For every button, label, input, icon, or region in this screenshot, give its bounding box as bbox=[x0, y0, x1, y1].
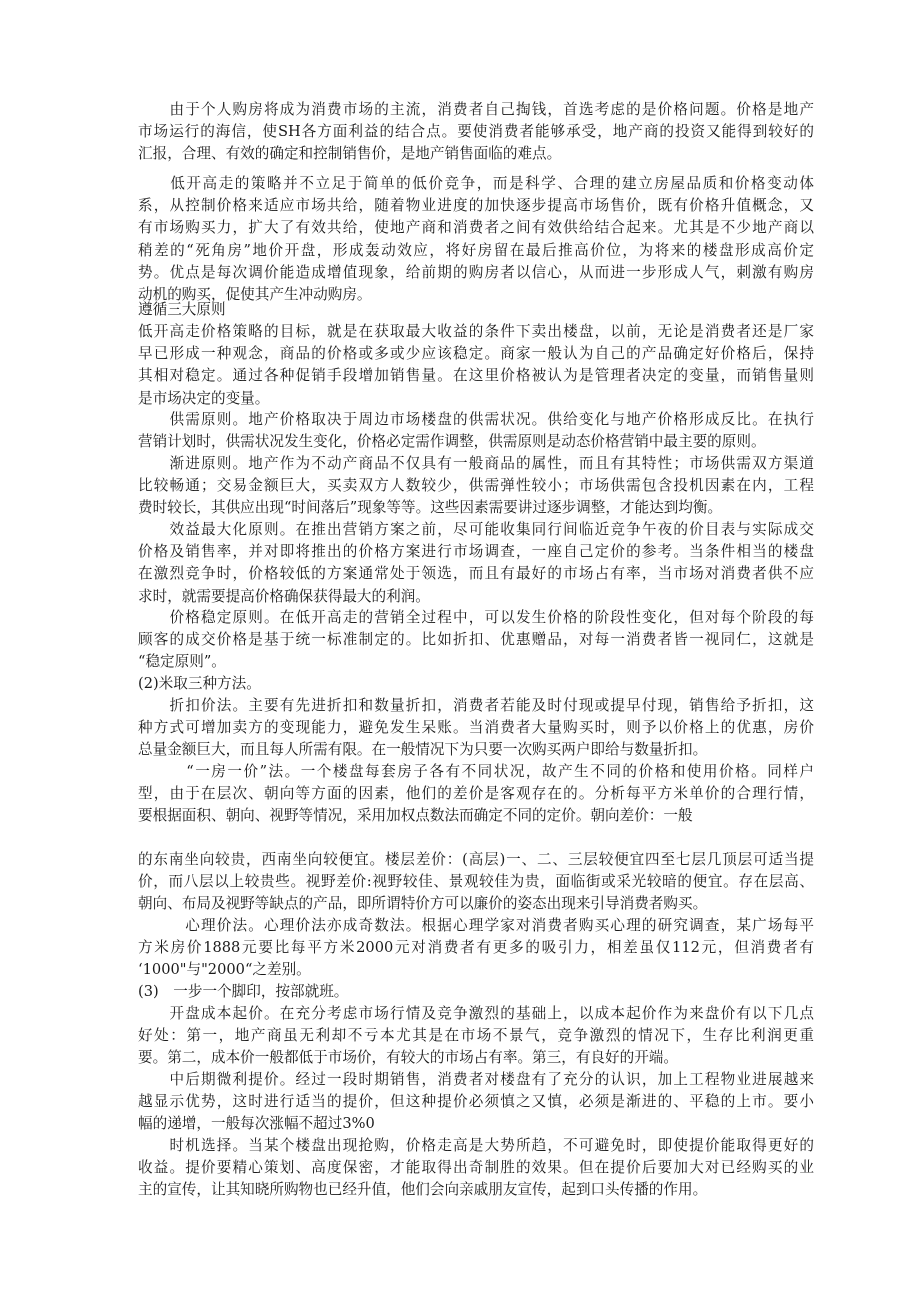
text-line: 中后期微利提价。经过一段时期销售，消费者对楼盘有了充分的认识，加上工程物业进展越来 bbox=[138, 1071, 814, 1088]
text-line: 动机的购买，促使其产生冲动购房。 bbox=[138, 286, 372, 304]
text-line: 幅的递增，一般每次涨幅不超过3%0 bbox=[138, 1115, 375, 1133]
text-line: 要。第二，成本价一般都低于市场价，有较大的市场占有率。第三，有良好的开端。 bbox=[138, 1049, 678, 1067]
text-line: 型，由于在层次、朝向等方面的因素，他们的差价是客观存在的。分析每平方米单价的合理行情， bbox=[138, 785, 814, 803]
text-line: 顾客的成交价格是基于统一标准制定的。比如折扣、优惠赠品，对每一消费者皆一视同仁，这就是 bbox=[138, 631, 814, 649]
paragraph-one-price bbox=[138, 761, 814, 828]
text-line: 在激烈竞争时，价格较低的方案通常处于领选，而且有最好的市场占有率，当市场对消费者供不应 bbox=[138, 565, 814, 583]
text-line: 低开高走价格策略的目标，就是在获取最大收益的条件下卖出楼盘，以前，无论是消费者还是厂家 bbox=[138, 323, 814, 340]
paragraph-intro bbox=[138, 99, 814, 166]
text-line: 由于个人购房将成为消费市场的主流，消费者自己掏钱，首选考虑的是价格问题。价格是地产 bbox=[138, 101, 814, 118]
text-line: 效益最大化原则。在推出营销方案之前，尽可能收集同行间临近竞争午夜的价目表与实际成交 bbox=[138, 521, 814, 538]
text-line: 方米房价1888元要比每平方米2000元对消费者有更多的吸引力，相差虽仅112元，但消费者有 bbox=[138, 939, 814, 957]
paragraph-discount bbox=[138, 695, 814, 762]
text-line: 稍差的“死角房”地价开盘，形成轰动效应，将好房留在最后推高价位，为将来的楼盘形成高价定 bbox=[138, 241, 814, 259]
text-line: 渐进原则。地产作为不动产商品不仅具有一般商品的属性，而且有其特性；市场供需双方渠道 bbox=[138, 455, 814, 472]
text-line: 总量金额巨大，而且每人所需有限。在一般情况下为只要一次购买两户即给与数量折扣。 bbox=[138, 741, 708, 759]
text-line: 市场运行的海信，使SH各方面利益的结合点。要使消费者能够承受，地产商的投资又能得到较好的 bbox=[138, 123, 814, 141]
paragraph-opening-cost bbox=[138, 1003, 814, 1070]
paragraph-supply-demand bbox=[138, 409, 814, 453]
text-line: 是市场决定的变量。 bbox=[138, 389, 270, 407]
text-line: 价格及销售率，并对即将推出的价格方案进行市场调查，一座自己定价的参考。当条件相当的楼盘 bbox=[138, 543, 814, 561]
text-line: 供需原则。地产价格取决于周边市场楼盘的供需状况。供给变化与地产价格形成反比。在执行 bbox=[138, 411, 814, 428]
paragraph-strategy bbox=[138, 173, 814, 306]
text-line: 时机选择。当某个楼盘出现抢购，价格走高是大势所趋，不可避免时，即使提价能取得更好的 bbox=[138, 1137, 814, 1154]
text-line: 心理价法。心理价法亦成奇数法。根据心理学家对消费者购买心理的研究调查，某广场每平 bbox=[138, 917, 814, 934]
text-line: (2)米取三种方法。 bbox=[138, 675, 261, 692]
paragraph-timing bbox=[138, 1135, 814, 1202]
paragraph-price-stable bbox=[138, 607, 814, 674]
paragraph-goal bbox=[138, 321, 814, 410]
text-line: 主的宣传，让其知晓所购物也已经升值，他们会向亲戚朋友宣传，起到口头传播的作用。 bbox=[138, 1181, 708, 1199]
text-line: “一房一价”法。一个楼盘每套房子各有不同状况，故产生不同的价格和使用价格。同样户 bbox=[138, 763, 814, 780]
paragraph-orientation bbox=[138, 849, 814, 916]
text-line: 汇报，合理、有效的确定和控制销售价，是地产销售面临的难点。 bbox=[138, 145, 562, 163]
text-line: 朝向、布局及视野等缺点的产品，即所谓特价方可以廉价的姿态出现来引导消费者购买。 bbox=[138, 895, 708, 913]
paragraph-mid-term bbox=[138, 1069, 814, 1136]
text-line: 系，从控制价格来适应市场共给，随着物业进度的加快逐步提高市场售价，既有价格升值概念，又 bbox=[138, 197, 814, 215]
text-line: 势。优点是每次调价能造成增值现象，给前期的购房者以信心，从而进一步形成人气，刺激有购房 bbox=[138, 263, 814, 281]
text-line: 早已形成一种观念，商品的价格或多或少应该稳定。商家一般认为自己的产品确定好价格后，保持 bbox=[138, 345, 814, 363]
text-line: 比较畅通；交易金额巨大，买卖双方人数较少，供需弹性较小；市场供需包含投机因素在内，工程 bbox=[138, 477, 814, 495]
text-line: 收益。提价要精心策划、高度保密，才能取得出奇制胜的效果。但在提价后要加大对已经购买的业 bbox=[138, 1159, 814, 1177]
text-line: 开盘成本起价。在充分考虑市场行情及竞争激烈的基础上，以成本起价作为来盘价有以下几点 bbox=[138, 1005, 814, 1022]
paragraph-psychological bbox=[138, 915, 814, 982]
text-line: 遵循三大原则 bbox=[138, 301, 226, 318]
paragraph-gradual bbox=[138, 453, 814, 520]
text-line: ‘1000"与"2000“之差别。 bbox=[138, 961, 311, 979]
text-line: 的东南坐向较贵，西南坐向较便宜。楼层差价：(高层)一、二、三层较便宜四至七层几顶层可适当提 bbox=[138, 851, 814, 868]
text-line: “稳定原则”。 bbox=[138, 653, 226, 671]
section-heading bbox=[138, 299, 814, 321]
text-line: 价，而八层以上较贵些。视野差价:视野较佳、景观较佳为贵，面临街或采光较暗的便宜。存在层高、 bbox=[138, 873, 814, 891]
text-line: 营销计划时，供需状况发生变化，价格必定需作调整，供需原则是动态价格营销中最主要的原则。 bbox=[138, 433, 766, 451]
text-line: 折扣价法。主要有先进折扣和数量折扣，消费者若能及时付现或提早付现，销售给予折扣，这 bbox=[138, 697, 814, 714]
text-line: 低开高走的策略并不立足于简单的低价竞争，而是科学、合理的建立房屋品质和价格变动体 bbox=[138, 175, 814, 192]
text-line: 有市场购买力，扩大了有效共给，使地产商和消费者之间有效供给结合起来。尤其是不少地产商以 bbox=[138, 219, 814, 237]
section-heading bbox=[138, 981, 814, 1003]
text-line: 越显示优势，这时进行适当的提价，但这种提价必须慎之又慎，必须是渐进的、平稳的上市。要小 bbox=[138, 1093, 814, 1111]
text-line: 要根据面积、朝向、视野等情况，采用加权点数法而确定不同的定价。朝向差价：一般 bbox=[138, 807, 693, 825]
paragraph-max-benefit bbox=[138, 519, 814, 608]
section-heading bbox=[138, 673, 814, 695]
text-line: 种方式可增加卖方的变现能力，避免发生呆账。当消费者大量购买时，则予以价格上的优惠，房价 bbox=[138, 719, 814, 737]
text-line: 好处：第一，地产商虽无利却不亏本尤其是在市场不景气，竞争激烈的情况下，生存比利润更重 bbox=[138, 1027, 814, 1045]
text-line: 价格稳定原则。在低开高走的营销全过程中，可以发生价格的阶段性变化，但对每个阶段的每 bbox=[138, 609, 814, 626]
text-line: 其相对稳定。通过各种促销手段增加销售量。在这里价格被认为是管理者决定的变量，而销售量则 bbox=[138, 367, 814, 385]
text-line: 求时，就需要提高价格确保获得最大的利润。 bbox=[138, 587, 430, 605]
text-line: 费时较长，其供应出现“时间落后”现象等等。这些因素需要讲过逐步调整，才能达到均衡。 bbox=[138, 499, 723, 517]
text-line: (3) 一步一个脚印，按部就班。 bbox=[138, 983, 349, 1000]
